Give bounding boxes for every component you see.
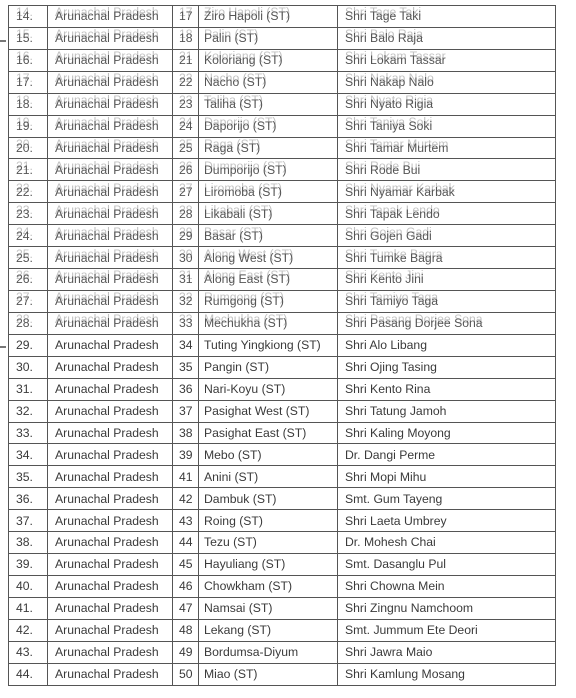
table-row: [9, 532, 556, 554]
member-name-cell: Smt. Gum Tayeng: [338, 488, 556, 510]
serial-number-cell: 22.: [9, 181, 48, 203]
state-cell: Arunachal Pradesh: [48, 510, 173, 532]
serial-number-cell: 29.: [9, 334, 48, 356]
serial-number-cell: 14.: [9, 6, 48, 28]
constituency-number-cell: 41: [173, 466, 199, 488]
state-cell: Arunachal Pradesh: [48, 444, 173, 466]
state-cell: Arunachal Pradesh: [48, 312, 173, 334]
serial-number-cell: 36.: [9, 488, 48, 510]
table-row: [9, 510, 556, 532]
constituency-name-cell: Dumporijo (ST): [199, 159, 338, 181]
constituency-number-cell: 29: [173, 225, 199, 247]
serial-number-cell: 15.: [9, 27, 48, 49]
constituency-name-cell: Liromoba (ST): [199, 181, 338, 203]
member-name-cell: Shri Tumke Bagra: [338, 247, 556, 269]
constituency-number-cell: 42: [173, 488, 199, 510]
state-cell: Arunachal Pradesh: [48, 49, 173, 71]
table-row: [9, 619, 556, 641]
constituency-number-cell: 44: [173, 532, 199, 554]
constituency-number-cell: 25: [173, 137, 199, 159]
constituency-number-cell: 45: [173, 554, 199, 576]
table-row: [9, 71, 556, 93]
constituency-number-cell: 22: [173, 71, 199, 93]
table-row: [9, 93, 556, 115]
constituency-name-cell: Miao (ST): [199, 663, 338, 685]
member-name-cell: Shri Lokam Tassar: [338, 49, 556, 71]
constituency-name-cell: Nari-Koyu (ST): [199, 378, 338, 400]
constituency-name-cell: Namsai (ST): [199, 597, 338, 619]
state-cell: Arunachal Pradesh: [48, 115, 173, 137]
serial-number-cell: 44.: [9, 663, 48, 685]
constituency-name-cell: Hayuliang (ST): [199, 554, 338, 576]
constituency-number-cell: 36: [173, 378, 199, 400]
constituency-name-cell: Raga (ST): [199, 137, 338, 159]
member-name-cell: Shri Rode Bui: [338, 159, 556, 181]
constituency-number-cell: 21: [173, 49, 199, 71]
member-name-cell: Smt. Jummum Ete Deori: [338, 619, 556, 641]
serial-number-cell: 18.: [9, 93, 48, 115]
table-row: [9, 225, 556, 247]
constituency-name-cell: Taliha (ST): [199, 93, 338, 115]
table-row: [9, 115, 556, 137]
constituency-number-cell: 34: [173, 334, 199, 356]
constituency-number-cell: 50: [173, 663, 199, 685]
member-name-cell: Dr. Mohesh Chai: [338, 532, 556, 554]
state-cell: Arunachal Pradesh: [48, 378, 173, 400]
member-name-cell: Shri Nyamar Karbak: [338, 181, 556, 203]
state-cell: Arunachal Pradesh: [48, 71, 173, 93]
constituency-number-cell: 38: [173, 422, 199, 444]
constituency-name-cell: Chowkham (ST): [199, 575, 338, 597]
constituency-name-cell: Mebo (ST): [199, 444, 338, 466]
constituency-number-cell: 23: [173, 93, 199, 115]
state-cell: Arunachal Pradesh: [48, 247, 173, 269]
member-name-cell: Shri Tapak Lendo: [338, 203, 556, 225]
serial-number-cell: 26.: [9, 269, 48, 291]
state-cell: Arunachal Pradesh: [48, 532, 173, 554]
table-row: [9, 290, 556, 312]
state-cell: Arunachal Pradesh: [48, 225, 173, 247]
constituency-name-cell: Koloriang (ST): [199, 49, 338, 71]
constituency-name-cell: Lekang (ST): [199, 619, 338, 641]
member-name-cell: Shri Kaling Moyong: [338, 422, 556, 444]
table-row: [9, 247, 556, 269]
table-row: [9, 488, 556, 510]
table-row: [9, 334, 556, 356]
constituency-name-cell: Pasighat East (ST): [199, 422, 338, 444]
constituency-number-cell: 33: [173, 312, 199, 334]
member-name-cell: Shri Tamiyo Taga: [338, 290, 556, 312]
member-name-cell: Shri Jawra Maio: [338, 641, 556, 663]
constituency-name-cell: Nacho (ST): [199, 71, 338, 93]
table-row: [9, 444, 556, 466]
table-row: [9, 181, 556, 203]
constituency-number-cell: 37: [173, 400, 199, 422]
table-row: [9, 641, 556, 663]
state-cell: Arunachal Pradesh: [48, 488, 173, 510]
serial-number-cell: 16.: [9, 49, 48, 71]
serial-number-cell: 19.: [9, 115, 48, 137]
member-name-cell: Smt. Dasanglu Pul: [338, 554, 556, 576]
table-row: [9, 269, 556, 291]
serial-number-cell: 28.: [9, 312, 48, 334]
member-name-cell: Shri Tamar Murtem: [338, 137, 556, 159]
constituency-name-cell: Ziro Hapoli (ST): [199, 6, 338, 28]
state-cell: Arunachal Pradesh: [48, 356, 173, 378]
serial-number-cell: 39.: [9, 554, 48, 576]
constituency-number-cell: 27: [173, 181, 199, 203]
state-cell: Arunachal Pradesh: [48, 269, 173, 291]
state-cell: Arunachal Pradesh: [48, 663, 173, 685]
constituency-name-cell: Anini (ST): [199, 466, 338, 488]
constituency-name-cell: Tuting Yingkiong (ST): [199, 334, 338, 356]
member-name-cell: Shri Balo Raja: [338, 27, 556, 49]
member-name-cell: Shri Zingnu Namchoom: [338, 597, 556, 619]
constituency-number-cell: 35: [173, 356, 199, 378]
table-row: [9, 312, 556, 334]
constituency-number-cell: 46: [173, 575, 199, 597]
constituency-name-cell: Tezu (ST): [199, 532, 338, 554]
serial-number-cell: 21.: [9, 159, 48, 181]
table-row: [9, 203, 556, 225]
state-cell: Arunachal Pradesh: [48, 290, 173, 312]
table-row: [9, 422, 556, 444]
state-cell: Arunachal Pradesh: [48, 400, 173, 422]
serial-number-cell: 35.: [9, 466, 48, 488]
state-cell: Arunachal Pradesh: [48, 575, 173, 597]
member-name-cell: Shri Tatung Jamoh: [338, 400, 556, 422]
constituency-number-cell: 32: [173, 290, 199, 312]
constituency-number-cell: 24: [173, 115, 199, 137]
constituency-number-cell: 17: [173, 6, 199, 28]
state-cell: Arunachal Pradesh: [48, 137, 173, 159]
constituency-name-cell: Along West (ST): [199, 247, 338, 269]
table-row: [9, 466, 556, 488]
table-row: [9, 378, 556, 400]
table-row: [9, 554, 556, 576]
table-row: [9, 27, 556, 49]
member-name-cell: Shri Gojen Gadi: [338, 225, 556, 247]
constituency-number-cell: 26: [173, 159, 199, 181]
serial-number-cell: 24.: [9, 225, 48, 247]
serial-number-cell: 32.: [9, 400, 48, 422]
member-name-cell: Shri Ojing Tasing: [338, 356, 556, 378]
member-name-cell: Shri Kento Rina: [338, 378, 556, 400]
member-name-cell: Shri Chowna Mein: [338, 575, 556, 597]
serial-number-cell: 41.: [9, 597, 48, 619]
member-name-cell: Shri Kento Jini: [338, 269, 556, 291]
constituency-number-cell: 49: [173, 641, 199, 663]
table-row: [9, 400, 556, 422]
member-name-cell: Shri Nyato Rigia: [338, 93, 556, 115]
serial-number-cell: 31.: [9, 378, 48, 400]
member-name-cell: Shri Laeta Umbrey: [338, 510, 556, 532]
constituency-number-cell: 31: [173, 269, 199, 291]
serial-number-cell: 25.: [9, 247, 48, 269]
member-name-cell: Shri Nakap Nalo: [338, 71, 556, 93]
members-table-body: [9, 6, 556, 686]
state-cell: Arunachal Pradesh: [48, 422, 173, 444]
state-cell: Arunachal Pradesh: [48, 203, 173, 225]
constituency-number-cell: 28: [173, 203, 199, 225]
serial-number-cell: 27.: [9, 290, 48, 312]
serial-number-cell: 33.: [9, 422, 48, 444]
constituency-name-cell: Roing (ST): [199, 510, 338, 532]
table-row: [9, 356, 556, 378]
constituency-number-cell: 30: [173, 247, 199, 269]
scan-artifact: [0, 346, 6, 348]
constituency-number-cell: 18: [173, 27, 199, 49]
serial-number-cell: 38.: [9, 532, 48, 554]
state-cell: Arunachal Pradesh: [48, 619, 173, 641]
member-name-cell: Shri Alo Libang: [338, 334, 556, 356]
state-cell: Arunachal Pradesh: [48, 181, 173, 203]
constituency-number-cell: 48: [173, 619, 199, 641]
serial-number-cell: 37.: [9, 510, 48, 532]
table-row: [9, 49, 556, 71]
serial-number-cell: 23.: [9, 203, 48, 225]
constituency-name-cell: Pangin (ST): [199, 356, 338, 378]
member-name-cell: Shri Mopi Mihu: [338, 466, 556, 488]
constituency-name-cell: Daporijo (ST): [199, 115, 338, 137]
serial-number-cell: 42.: [9, 619, 48, 641]
state-cell: Arunachal Pradesh: [48, 554, 173, 576]
table-row: [9, 6, 556, 28]
state-cell: Arunachal Pradesh: [48, 597, 173, 619]
member-name-cell: Shri Taniya Soki: [338, 115, 556, 137]
members-table: [8, 5, 556, 686]
constituency-number-cell: 47: [173, 597, 199, 619]
constituency-name-cell: Mechukha (ST): [199, 312, 338, 334]
serial-number-cell: 43.: [9, 641, 48, 663]
state-cell: Arunachal Pradesh: [48, 159, 173, 181]
member-name-cell: Shri Tage Taki: [338, 6, 556, 28]
state-cell: Arunachal Pradesh: [48, 6, 173, 28]
table-row: [9, 597, 556, 619]
constituency-number-cell: 39: [173, 444, 199, 466]
table-row: [9, 663, 556, 685]
table-row: [9, 575, 556, 597]
constituency-name-cell: Likabali (ST): [199, 203, 338, 225]
serial-number-cell: 20.: [9, 137, 48, 159]
member-name-cell: Shri Kamlung Mosang: [338, 663, 556, 685]
constituency-name-cell: Dambuk (ST): [199, 488, 338, 510]
member-name-cell: Shri Pasang Dorjee Sona: [338, 312, 556, 334]
scan-artifact: [0, 40, 6, 42]
constituency-name-cell: Palin (ST): [199, 27, 338, 49]
constituency-name-cell: Along East (ST): [199, 269, 338, 291]
state-cell: Arunachal Pradesh: [48, 93, 173, 115]
state-cell: Arunachal Pradesh: [48, 466, 173, 488]
serial-number-cell: 40.: [9, 575, 48, 597]
constituency-name-cell: Pasighat West (ST): [199, 400, 338, 422]
member-name-cell: Dr. Dangi Perme: [338, 444, 556, 466]
state-cell: Arunachal Pradesh: [48, 334, 173, 356]
serial-number-cell: 17.: [9, 71, 48, 93]
constituency-name-cell: Bordumsa-Diyum: [199, 641, 338, 663]
constituency-name-cell: Rumgong (ST): [199, 290, 338, 312]
state-cell: Arunachal Pradesh: [48, 27, 173, 49]
constituency-name-cell: Basar (ST): [199, 225, 338, 247]
serial-number-cell: 30.: [9, 356, 48, 378]
serial-number-cell: 34.: [9, 444, 48, 466]
constituency-number-cell: 43: [173, 510, 199, 532]
state-cell: Arunachal Pradesh: [48, 641, 173, 663]
table-row: [9, 137, 556, 159]
table-row: [9, 159, 556, 181]
